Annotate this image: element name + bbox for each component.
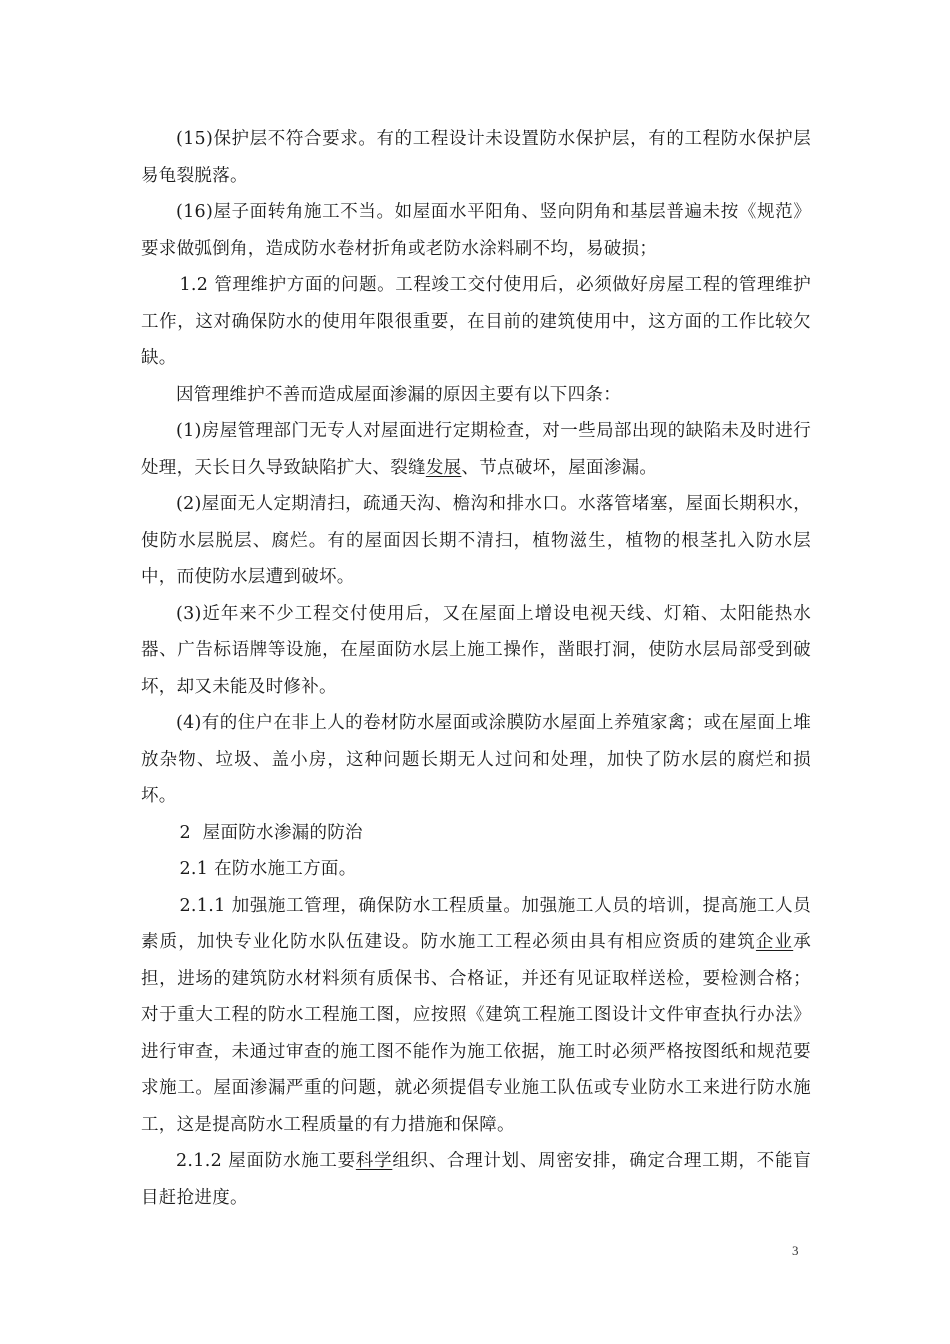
section-1-2-paragraph: 1.2 管理维护方面的问题。工程竣工交付使用后，必须做好房屋工程的管理维护工作，这对确保防水的使用年限很重要，在目前的建筑使用中，这方面的工作比较欠缺。 — [141, 275, 811, 368]
causes-intro-paragraph: 因管理维护不善而造成屋面渗漏的原因主要有以下四条： — [176, 384, 621, 405]
cause-1-text-after: 、节点破坏，屋面渗漏。 — [461, 457, 658, 478]
document-body — [141, 121, 811, 1216]
link-kexue[interactable]: 科学 — [355, 1151, 393, 1171]
section-2-1-2-paragraph — [141, 1143, 811, 1216]
paragraph-16: (16)屋子面转角施工不当。如屋面水平阳角、竖向阴角和基层普遍未按《规范》要求做弧倒角，造成防水卷材折角或老防水涂料刷不均，易破损； — [141, 202, 811, 259]
section-2-1-2-text-after: 组织、合理计划、周密安排，确定合理工期，不能盲目赶抢进度。 — [141, 1151, 811, 1208]
section-2-heading: 2 屋面防水渗漏的防治 — [179, 822, 363, 843]
section-2-1-1-paragraph — [141, 888, 811, 1144]
section-2-1-2-text-before: 2.1.2 屋面防水施工要 — [176, 1151, 356, 1171]
section-2-1-1-text-after: 承担，进场的建筑防水材料须有质保书、合格证，并还有见证取样送检，要检测合格；对于重大工程的防水工程施工图，应按照《建筑工程施工图设计文件审查执行办法》进行审查，未通过审查的施工图不能作为施工依据，施工时必须严格按图纸和规范要求施工。屋面渗漏严重的问题，就必须提倡专业施工队伍或专业防水工来进行防水施工，这是提高防水工程质量的有力措施和保障。 — [141, 932, 811, 1135]
link-qiye[interactable]: 企业 — [755, 932, 794, 952]
link-fazhan[interactable]: 发展 — [425, 457, 462, 478]
section-2-1-1-text-before: 2.1.1 加强施工管理，确保防水工程质量。加强施工人员的培训，提高施工人员素质，加快专业化防水队伍建设。防水施工工程必须由具有相应资质的建筑 — [141, 895, 811, 952]
cause-4-paragraph: (4)有的住户在非上人的卷材防水屋面或涂膜防水屋面上养殖家禽；或在屋面上堆放杂物、垃圾、盖小房，这种问题长期无人过问和处理，加快了防水层的腐烂和损坏。 — [141, 713, 811, 806]
cause-2-paragraph: (2)屋面无人定期清扫，疏通天沟、檐沟和排水口。水落管堵塞，屋面长期积水，使防水层脱层、腐烂。有的屋面因长期不清扫，植物滋生，植物的根茎扎入防水层中，而使防水层遭到破坏。 — [141, 494, 811, 587]
paragraph-15: (15)保护层不符合要求。有的工程设计未设置防水保护层，有的工程防水保护层易龟裂脱落。 — [141, 129, 811, 186]
page-number: 3 — [792, 1243, 799, 1258]
cause-3-paragraph: (3)近年来不少工程交付使用后，又在屋面上增设电视天线、灯箱、太阳能热水器、广告标语牌等设施，在屋面防水层上施工操作，凿眼打洞，使防水层局部受到破坏，却又未能及时修补。 — [141, 603, 811, 697]
cause-1-paragraph — [141, 413, 811, 486]
cause-1-text-before: (1)房屋管理部门无专人对屋面进行定期检查，对一些局部出现的缺陷未及时进行处理，天长日久导致缺陷扩大、裂缝 — [141, 421, 811, 478]
section-2-1-heading: 2.1 在防水施工方面。 — [179, 859, 357, 879]
